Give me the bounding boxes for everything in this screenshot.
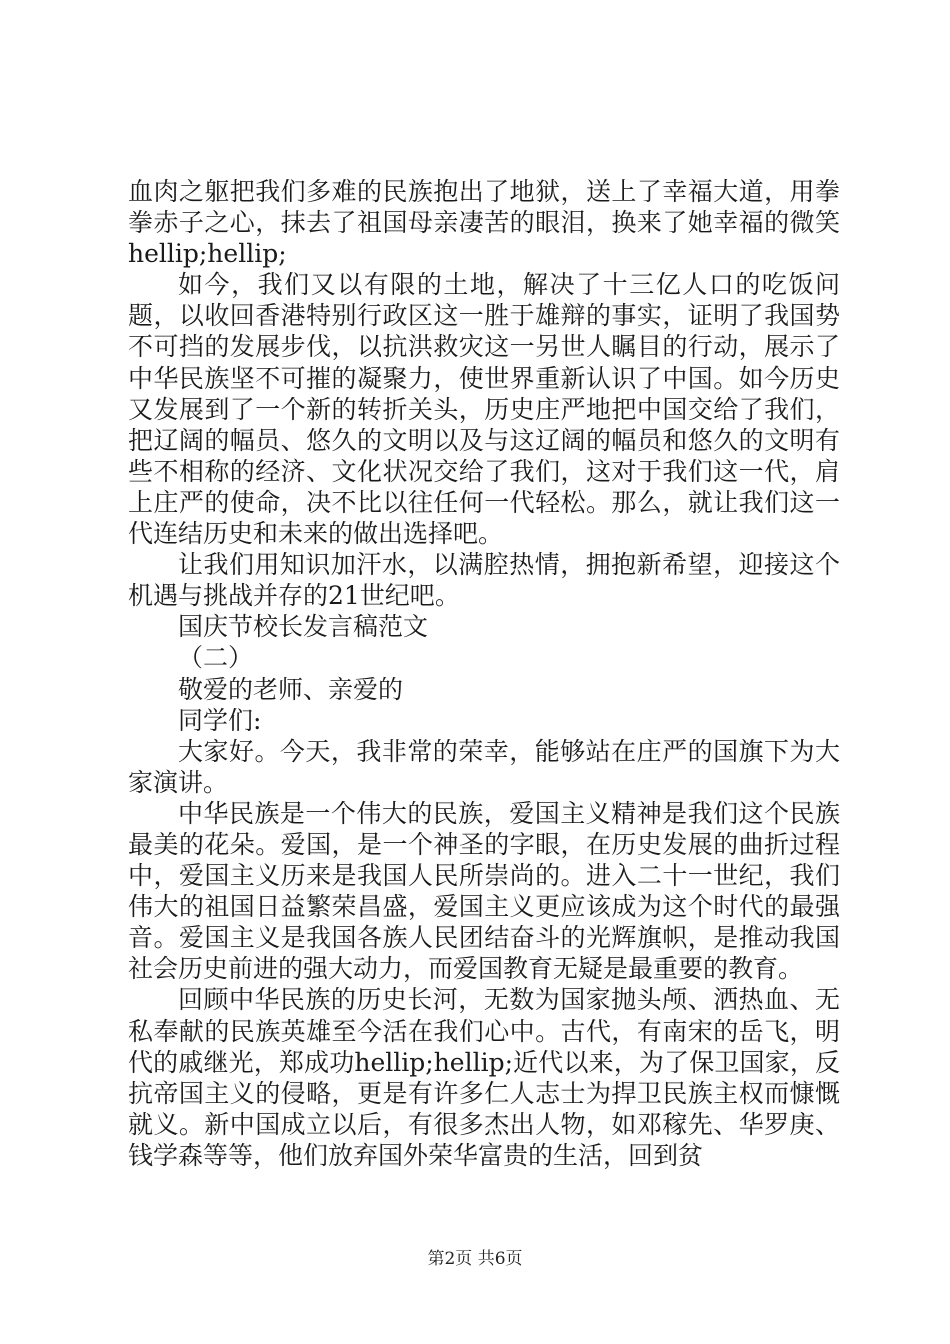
salutation-line: 同学们: <box>178 705 262 735</box>
paragraph: 回顾中华民族的历史长河，无数为国家抛头颅、洒热血、无私奉献的民族英雄至今活在我们心中。古代，有南宋的岳飞，明代的戚继光，郑成功hellip;hellip;近代以来，为了保卫国家，反抗帝国主义的侵略，更是有许多仁人志士为捍卫民族主权而慷慨就义。新中国成立以后，有很多杰出人物，如邓稼先、华罗庚、钱学森等等，他们放弃国外荣华富贵的生活，回到贫 <box>128 985 840 1170</box>
document-body <box>128 176 840 1171</box>
section-number: （二） <box>178 643 254 673</box>
paragraph: 大家好。今天，我非常的荣幸，能够站在庄严的国旗下为大家演讲。 <box>128 736 840 797</box>
paragraph: 中华民族是一个伟大的民族，爱国主义精神是我们这个民族最美的花朵。爱国，是一个神圣的字眼，在历史发展的曲折过程中，爱国主义历来是我国人民所崇尚的。进入二十一世纪，我们伟大的祖国日益繁荣昌盛，爱国主义更应该成为这个时代的最强音。爱国主义是我国各族人民团结奋斗的光辉旗帜，是推动我国社会历史前进的强大动力，而爱国教育无疑是最重要的教育。 <box>128 798 840 984</box>
section-title: 国庆节校长发言稿范文 <box>178 612 429 642</box>
page-number-footer: 第2页 共6页 <box>427 1249 523 1269</box>
paragraph: 让我们用知识加汗水，以满腔热情，拥抱新希望，迎接这个机遇与挑战并存的21世纪吧。 <box>128 550 840 611</box>
paragraph: 如今，我们又以有限的土地，解决了十三亿人口的吃饭问题，以收回香港特别行政区这一胜于雄辩的事实，证明了我国势不可挡的发展步伐，以抗洪救灾这一另世人瞩目的行动，展示了中华民族坚不可摧的凝聚力，使世界重新认识了中国。如今历史又发展到了一个新的转折关头，历史庄严地把中国交给了我们，把辽阔的幅员、悠久的文明以及与这辽阔的幅员和悠久的文明有些不相称的经济、文化状况交给了我们，这对于我们这一代，肩上庄严的使命，决不比以往任何一代轻松。那么，就让我们这一代连结历史和未来的做出选择吧。 <box>128 270 840 549</box>
paragraph-continued: 血肉之躯把我们多难的民族抱出了地狱，送上了幸福大道，用拳拳赤子之心，抹去了祖国母亲凄苦的眼泪，换来了她幸福的微笑hellip;hellip; <box>128 177 840 269</box>
salutation-line: 敬爱的老师、亲爱的 <box>178 674 404 704</box>
